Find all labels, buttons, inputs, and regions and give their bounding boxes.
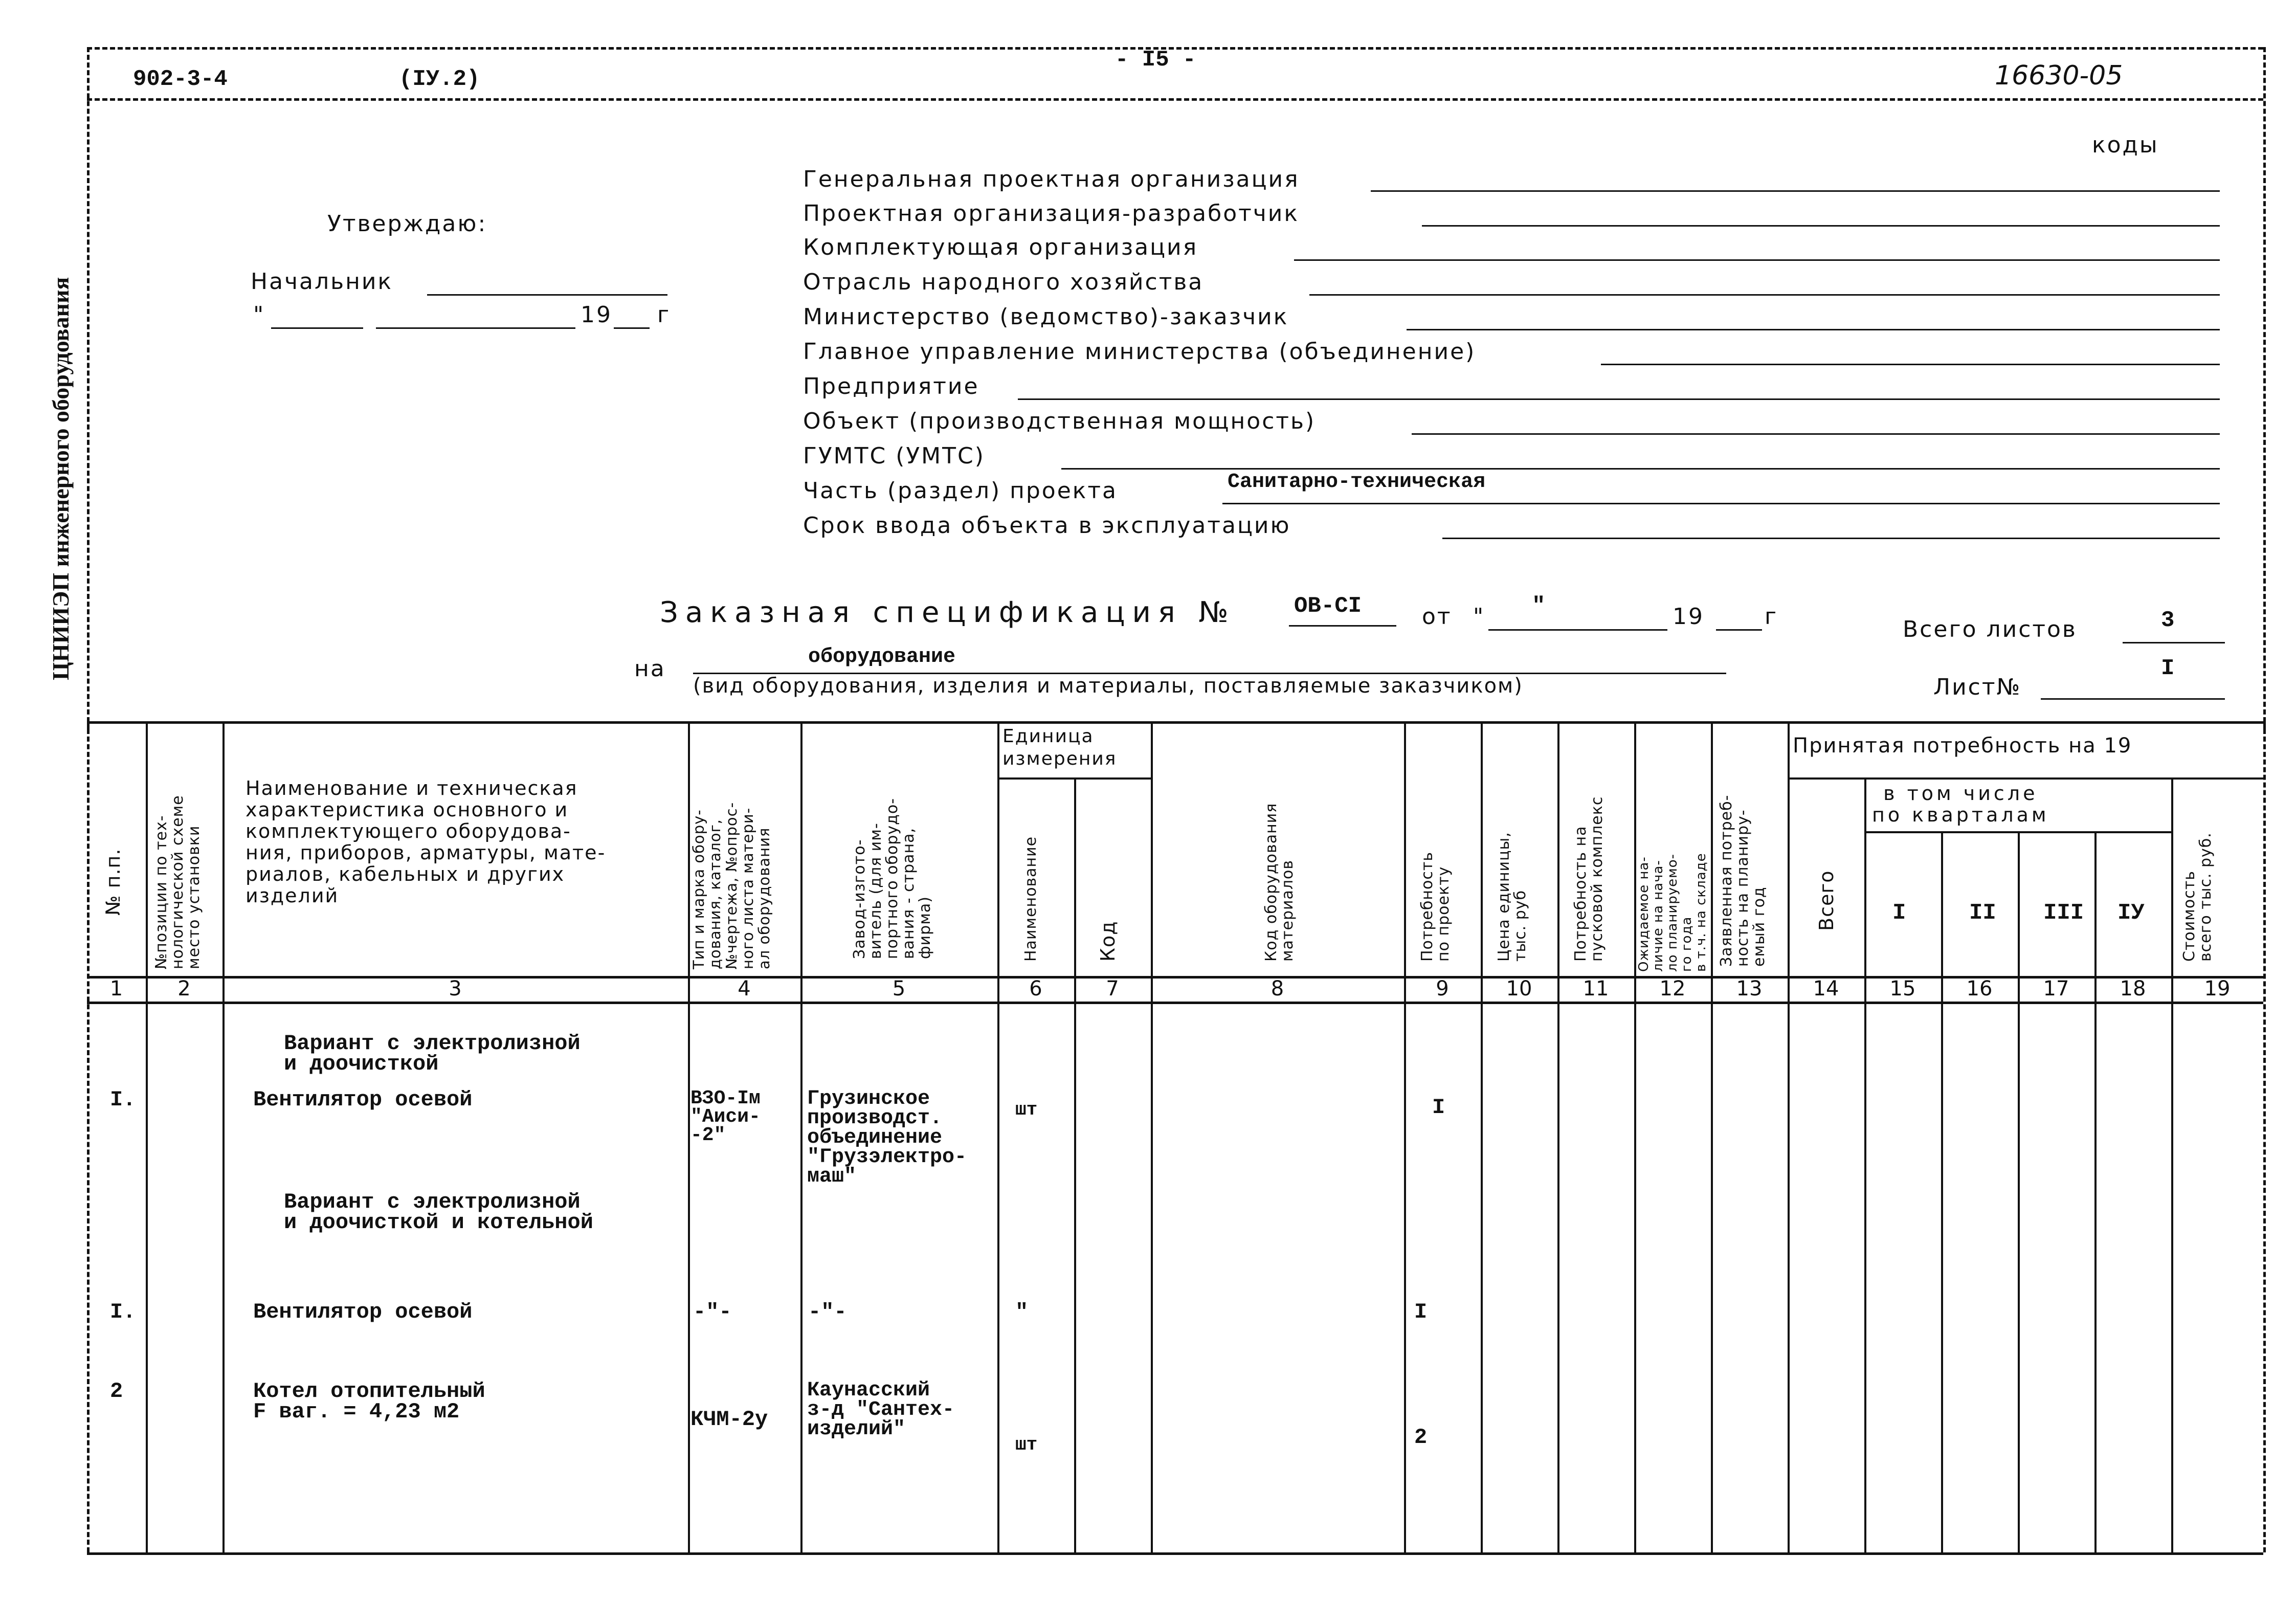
- table-numbers-bottom: [87, 1002, 2263, 1004]
- table-row-1-maker: Грузинское производст. объединение "Грузэлектро- маш": [807, 1087, 967, 1188]
- field-supply-org-line: [1294, 259, 2220, 261]
- field-general-org-line: [1371, 190, 2220, 192]
- sheet-value: I: [2161, 656, 2175, 681]
- table-row-3-unit: ": [1015, 1300, 1029, 1324]
- total-sheets-value: 3: [2161, 608, 2175, 633]
- table-row-4-type: КЧМ-2у: [690, 1407, 768, 1432]
- table-row-0-name: Вариант с электролизной и доочисткой: [284, 1031, 581, 1076]
- quarters-group-divider: [1864, 831, 2171, 833]
- field-supply-org: Комплектующая организация: [803, 234, 1198, 260]
- codes-label: коды: [2092, 132, 2159, 158]
- field-object-line: [1412, 433, 2220, 435]
- header-col1: № п.п.: [102, 848, 124, 916]
- table-top-border: [87, 721, 2263, 724]
- table-row-4-name: Котел отопительный F ваг. = 4,23 м2: [253, 1379, 485, 1424]
- field-ministry-line: [1407, 329, 2220, 330]
- table-row-1-type: ВЗО-Iм "Аиси- -2": [690, 1087, 761, 1146]
- table-row-3-qty: I: [1414, 1300, 1428, 1324]
- frame-right: [2263, 47, 2266, 730]
- header-col15: I: [1892, 900, 1906, 926]
- col-sep-17: [2094, 831, 2097, 1552]
- table-bottom-border: [87, 1552, 2263, 1555]
- colnum-19: 19: [2204, 977, 2231, 1000]
- frame-left: [87, 47, 90, 730]
- frame-header-divider: [87, 98, 2263, 101]
- colnum-14: 14: [1813, 977, 1839, 1000]
- table-row-1-qty: I: [1432, 1095, 1445, 1120]
- col-sep-4: [800, 721, 803, 1552]
- col-sep-18: [2171, 777, 2173, 1552]
- colnum-1: 1: [109, 977, 123, 1000]
- field-industry-line: [1309, 294, 2220, 296]
- spec-date-line: [1488, 629, 1667, 631]
- field-commissioning-line: [1442, 538, 2220, 539]
- spec-subject: оборудование: [808, 646, 956, 669]
- table-row-3-name: Вентилятор осевой: [253, 1300, 473, 1324]
- col-sep-9: [1481, 721, 1483, 1552]
- approval-year: 19: [581, 302, 612, 328]
- series-code: 902-3-4: [133, 66, 228, 92]
- spec-number-line: [1289, 625, 1396, 627]
- header-col6: Наименование: [1022, 836, 1040, 962]
- col-sep-1: [146, 721, 148, 1552]
- table-row-4-unit: шт: [1015, 1434, 1038, 1455]
- colnum-15: 15: [1889, 977, 1916, 1000]
- field-project-part: Часть (раздел) проекта: [803, 478, 1118, 504]
- colnum-18: 18: [2120, 977, 2146, 1000]
- colnum-8: 8: [1270, 977, 1284, 1000]
- field-object: Объект (производственная мощность): [803, 408, 1316, 434]
- spec-na: на: [634, 656, 666, 682]
- col-sep-5: [997, 721, 999, 1552]
- table-row-3-num: I.: [110, 1300, 136, 1324]
- approval-month-line: [376, 327, 575, 329]
- colnum-10: 10: [1506, 977, 1532, 1000]
- unit-group-divider: [997, 777, 1151, 780]
- header-col13: Заявленная потреб- ность на планиру- емый год: [1718, 794, 1768, 967]
- header-col9: Потребность по проекту: [1418, 851, 1453, 962]
- side-stamp: ЦНИИЭП инженерного оборудования: [48, 277, 74, 680]
- col-sep-10: [1557, 721, 1559, 1552]
- table-row-4-qty: 2: [1414, 1425, 1428, 1450]
- field-project-part-value: Санитарно-техническая: [1228, 471, 1486, 494]
- approval-day-line: [271, 327, 363, 329]
- field-ministry: Министерство (ведомство)-заказчик: [803, 304, 1289, 330]
- header-col8: Код оборудования материалов: [1262, 803, 1297, 962]
- field-enterprise: Предприятие: [803, 373, 979, 399]
- header-col16: II: [1969, 900, 1996, 926]
- field-general-org: Генеральная проектная организация: [803, 166, 1300, 192]
- col-sep-13: [1788, 721, 1790, 1552]
- header-col3: Наименование и техническая характеристика основного и комплектующего оборудова- ния, приборов, арматуры, мате- риалов, кабельных и других изделий: [246, 777, 606, 907]
- col-sep-6: [1074, 777, 1076, 1552]
- table-right-border: [2263, 721, 2266, 1552]
- spec-year: 19: [1673, 604, 1704, 630]
- table-row-1-unit: шт: [1015, 1099, 1038, 1120]
- field-enterprise-line: [1018, 398, 2220, 400]
- header-col14: Всего: [1815, 870, 1838, 931]
- colnum-4: 4: [738, 977, 751, 1000]
- header-col17: III: [2043, 900, 2084, 926]
- approval-year-line: [614, 327, 650, 329]
- table-row-1-num: I.: [110, 1087, 136, 1112]
- header-accepted-group: Принятая потребность на 19: [1793, 734, 2132, 758]
- approval-quote: ": [253, 302, 265, 328]
- header-col2: №позиции по тех- нологической схеме место установки: [152, 795, 203, 969]
- col-sep-12: [1711, 721, 1713, 1552]
- header-col11: Потребность на пусковой комплекс: [1572, 796, 1606, 962]
- spec-title: Заказная спецификация №: [660, 596, 1236, 629]
- col-sep-11: [1634, 721, 1636, 1552]
- total-sheets-line: [2123, 642, 2225, 643]
- spec-quote-open: ": [1473, 604, 1485, 630]
- volume-code: (IУ.2): [399, 66, 480, 92]
- colnum-7: 7: [1106, 977, 1119, 1000]
- page-number: - I5 -: [1115, 47, 1196, 73]
- colnum-9: 9: [1436, 977, 1449, 1000]
- sheet-label: Лист№: [1933, 674, 2022, 700]
- field-main-department-line: [1601, 364, 2220, 365]
- table-row-4-maker: Каунасский з-д "Сантех- изделий": [807, 1379, 955, 1441]
- table-row-4-num: 2: [110, 1379, 123, 1404]
- field-commissioning: Срок ввода объекта в эксплуатацию: [803, 513, 1291, 539]
- table-row-1-name: Вентилятор осевой: [253, 1087, 473, 1112]
- colnum-5: 5: [892, 977, 906, 1000]
- header-col19: Стоимость всего тыс. руб.: [2180, 832, 2215, 962]
- field-project-part-line: [1222, 503, 2220, 504]
- colnum-17: 17: [2043, 977, 2069, 1000]
- spec-subject-caption: (вид оборудования, изделия и материалы, поставляемые заказчиком): [693, 674, 1523, 698]
- col-sep-7: [1151, 721, 1153, 1552]
- colnum-13: 13: [1736, 977, 1763, 1000]
- approval-year-suffix: г: [657, 302, 671, 328]
- table-row-3-maker: -"-: [808, 1300, 847, 1324]
- header-unit-group: Единица измерения: [1002, 726, 1117, 769]
- document-code: 16630-05: [1995, 60, 2123, 91]
- sheet-line: [2041, 698, 2225, 700]
- colnum-12: 12: [1659, 977, 1686, 1000]
- col-sep-16: [2018, 831, 2020, 1552]
- spec-year-line: [1716, 629, 1762, 631]
- field-design-org-line: [1422, 225, 2220, 227]
- approval-title: Утверждаю:: [327, 211, 487, 237]
- table-row-2-name: Вариант с электролизной и доочисткой и котельной: [284, 1190, 593, 1235]
- field-industry: Отрасль народного хозяйства: [803, 269, 1204, 295]
- spec-year-suffix: г: [1765, 604, 1778, 630]
- colnum-3: 3: [449, 977, 462, 1000]
- field-gumts-line: [1061, 468, 2220, 470]
- field-gumts: ГУМТС (УМТС): [803, 443, 985, 469]
- colnum-6: 6: [1029, 977, 1042, 1000]
- header-col18: IУ: [2117, 900, 2145, 926]
- approval-chief-line: [427, 294, 667, 296]
- header-col4: Тип и марка обору- дования, каталог, №чертежа, №опрос- ного листа матери- ал оборудования: [690, 802, 773, 969]
- header-quarters-group: в том числе по кварталам: [1872, 782, 2049, 826]
- accepted-group-divider: [1788, 777, 2263, 780]
- header-col5: Завод-изгото- витель (для им- портного оборудо- вания - страна, фирма): [851, 797, 934, 959]
- colnum-11: 11: [1582, 977, 1609, 1000]
- total-sheets-label: Всего листов: [1903, 616, 2077, 642]
- col-sep-15: [1941, 831, 1943, 1552]
- col-sep-14: [1864, 777, 1866, 1552]
- field-main-department: Главное управление министерства (объединение): [803, 339, 1476, 365]
- colnum-16: 16: [1966, 977, 1993, 1000]
- header-col12: Ожидаемое на- личие на нача- ло планируемо- го года в т.ч. на складе: [1636, 853, 1709, 972]
- table-row-3-type: -"-: [693, 1300, 732, 1324]
- field-design-org: Проектная организация-разработчик: [803, 201, 1299, 227]
- spec-number: ОВ-СI: [1294, 593, 1362, 619]
- spec-quote-mark: ": [1532, 593, 1546, 619]
- col-sep-8: [1404, 721, 1406, 1552]
- table-left-border: [87, 721, 90, 1552]
- colnum-2: 2: [177, 977, 191, 1000]
- spec-from: от: [1422, 604, 1452, 630]
- header-col10: Цена единицы, тыс. руб: [1495, 832, 1529, 962]
- approval-chief-label: Начальник: [251, 269, 393, 295]
- header-col7: Код: [1097, 921, 1119, 962]
- col-sep-2: [222, 721, 225, 1552]
